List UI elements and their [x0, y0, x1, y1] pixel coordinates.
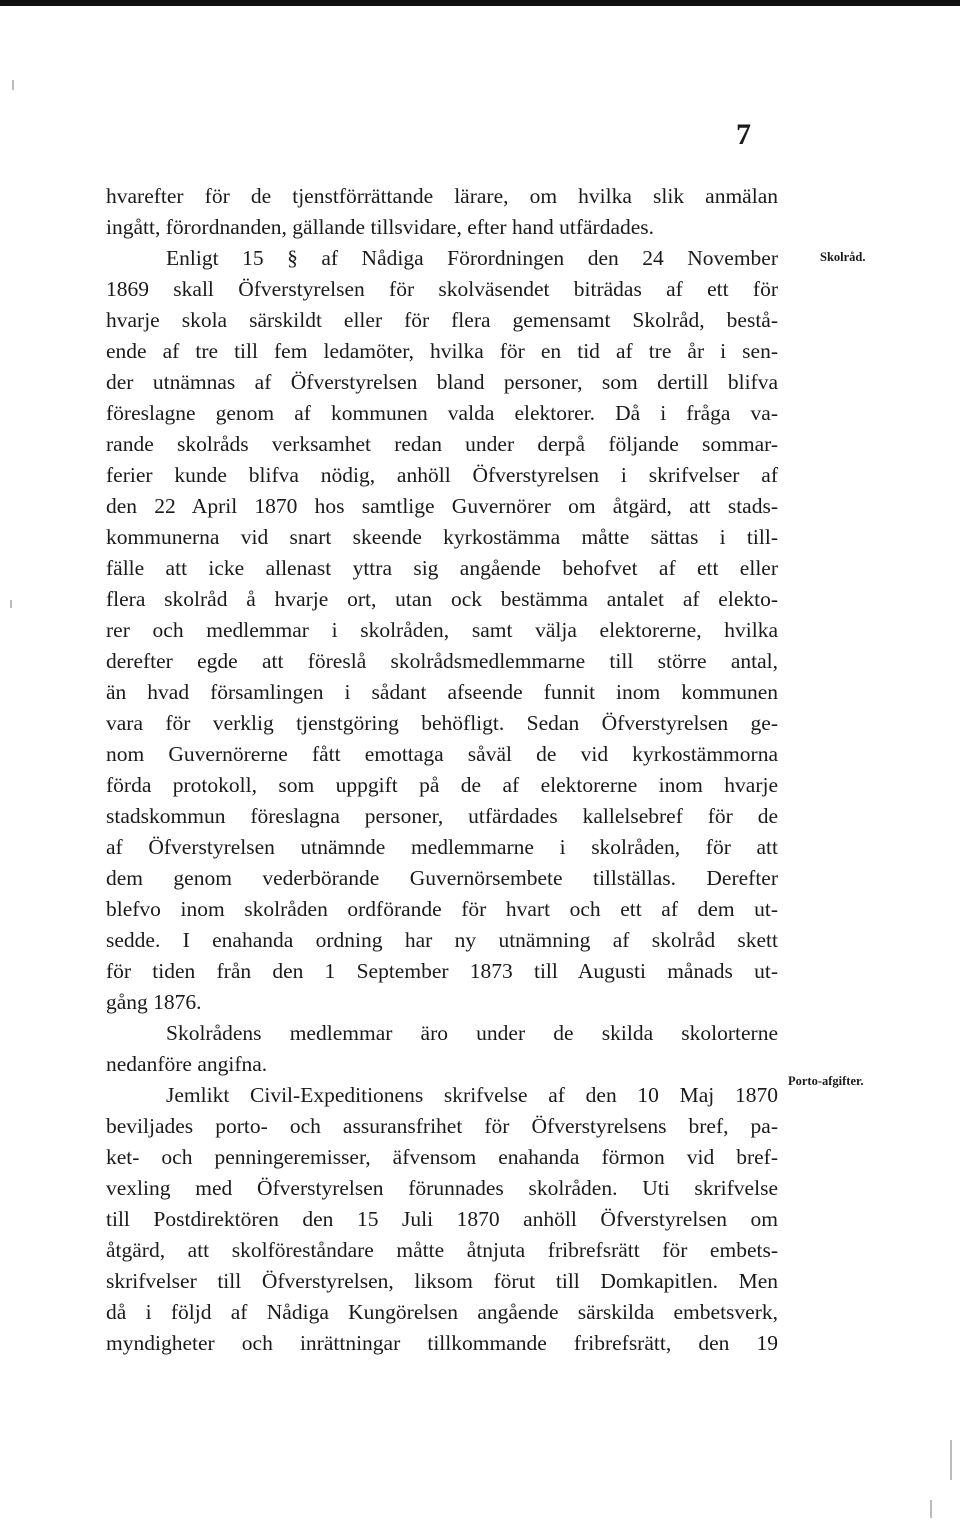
text-line: vexling med Öfverstyrelsen förunnades skolråden. Uti skrifvelse	[106, 1176, 778, 1200]
text-line: gång 1876.	[106, 990, 202, 1014]
scan-speck	[930, 1500, 932, 1518]
page-top-edge	[0, 0, 960, 6]
text-line: stadskommun föreslagna personer, utfärdades kallelsebref för de	[106, 804, 778, 828]
scan-speck	[950, 1440, 952, 1480]
text-line: Jemlikt Civil-Expeditionens skrifvelse af den 10 Maj 1870	[166, 1083, 778, 1107]
text-line: nedanföre angifna.	[106, 1052, 268, 1076]
text-line: rande skolråds verksamhet redan under derpå följande sommar-	[106, 432, 778, 456]
text-line: beviljades porto- och assuransfrihet för Öfverstyrelsens bref, pa-	[106, 1114, 778, 1138]
page-number: 7	[736, 118, 751, 151]
text-line: af Öfverstyrelsen utnämnde medlemmarne i skolråden, för att	[106, 835, 778, 859]
text-line: blefvo inom skolråden ordförande för hvart och ett af dem ut-	[106, 897, 778, 921]
text-line: förda protokoll, som uppgift på de af elektorerne inom hvarje	[106, 773, 778, 797]
text-line: Enligt 15 § af Nådiga Förordningen den 24 November	[166, 246, 778, 270]
text-line: ket- och penningeremisser, äfvensom enahanda förmon vid bref-	[106, 1145, 778, 1169]
text-line: sedde. I enahanda ordning har ny utnämning af skolråd skett	[106, 928, 778, 952]
scan-speck	[12, 80, 14, 90]
text-line: myndigheter och inrättningar tillkommande fribrefsrätt, den 19	[106, 1331, 778, 1355]
text-line: föreslagne genom af kommunen valda elektorer. Då i fråga va-	[106, 401, 778, 425]
text-line: till Postdirektören den 15 Juli 1870 anhöll Öfverstyrelsen om	[106, 1207, 778, 1231]
text-line: rer och medlemmar i skolråden, samt välja elektorerne, hvilka	[106, 618, 778, 642]
text-line: hvarje skola särskildt eller för flera gemensamt Skolråd, bestå-	[106, 308, 778, 332]
text-line: ingått, förordnanden, gällande tillsvidare, efter hand utfärdades.	[106, 215, 655, 239]
text-line: der utnämnas af Öfverstyrelsen bland personer, som dertill blifva	[106, 370, 778, 394]
text-line: åtgärd, att skolföreståndare måtte åtnjuta fribrefsrätt för embets-	[106, 1238, 778, 1262]
text-line: vara för verklig tjenstgöring behöfligt. Sedan Öfverstyrelsen ge-	[106, 711, 778, 735]
text-line: då i följd af Nådiga Kungörelsen angående särskilda embetsverk,	[106, 1300, 778, 1324]
text-line: nom Guvernörerne fått emottaga såväl de vid kyrkostämmorna	[106, 742, 778, 766]
text-line: Skolrådens medlemmar äro under de skilda skolorterne	[166, 1021, 778, 1045]
text-line: hvarefter för de tjenstförrättande lärare, om hvilka slik anmälan	[106, 184, 778, 208]
text-line: den 22 April 1870 hos samtlige Guvernörer om åtgärd, att stads-	[106, 494, 778, 518]
text-line: skrifvelser till Öfverstyrelsen, liksom förut till Domkapitlen. Men	[106, 1269, 778, 1293]
body-text	[106, 181, 778, 1359]
text-line: dem genom vederbörande Guvernörsembete tillställas. Derefter	[106, 866, 778, 890]
text-line: ferier kunde blifva nödig, anhöll Öfverstyrelsen i skrifvelser af	[106, 463, 778, 487]
text-line: än hvad församlingen i sådant afseende funnit inom kommunen	[106, 680, 778, 704]
text-line: fälle att icke allenast yttra sig angående behofvet af ett eller	[106, 556, 778, 580]
scan-speck	[10, 600, 12, 608]
text-line: ende af tre till fem ledamöter, hvilka för en tid af tre år i sen-	[106, 339, 778, 363]
text-line: flera skolråd å hvarje ort, utan ock bestämma antalet af elekto-	[106, 587, 778, 611]
text-line: derefter egde att föreslå skolrådsmedlemmarne till större antal,	[106, 649, 778, 673]
text-line: 1869 skall Öfverstyrelsen för skolväsendet biträdas af ett för	[106, 277, 778, 301]
text-line: för tiden från den 1 September 1873 till Augusti månads ut-	[106, 959, 778, 983]
text-line: kommunerna vid snart skeende kyrkostämma måtte sättas i till-	[106, 525, 778, 549]
margin-note-porto-afgifter: Porto-afgifter.	[788, 1074, 864, 1088]
margin-note-skolrad: Skolråd.	[820, 250, 866, 264]
